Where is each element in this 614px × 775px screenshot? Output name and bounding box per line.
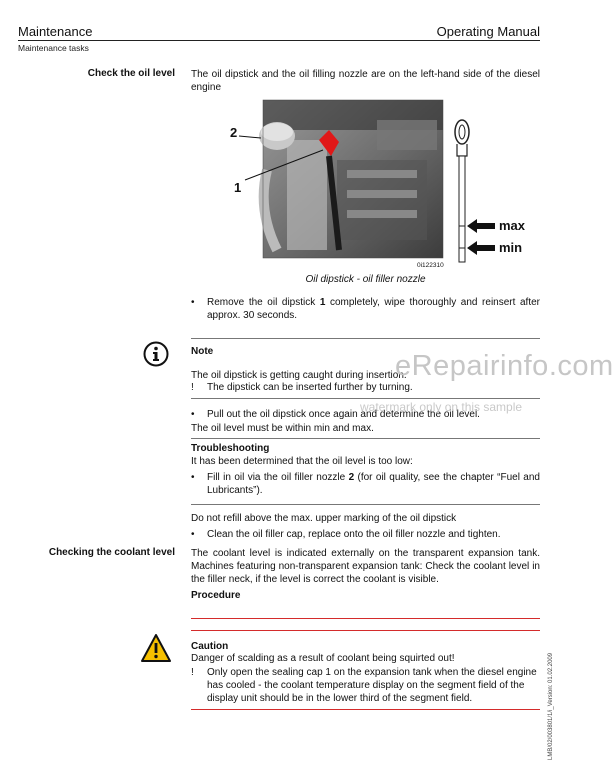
bullet-remove-dipstick-ref: 1: [319, 297, 326, 308]
oil-intro-text: The oil dipstick and the oil filling nozzle are on the left-hand side of the diesel engine: [191, 69, 540, 93]
header-divider: [18, 40, 540, 41]
info-icon: [143, 341, 169, 367]
bullet-remove-dipstick-text-pre: Remove the oil dipstick: [207, 297, 320, 308]
do-not-refill-text: Do not refill above the max. upper marking of the oil dipstick: [191, 513, 457, 524]
note-text: The oil dipstick is getting caught during insertion.: [191, 370, 407, 381]
watermark-main: eRepairinfo.com: [395, 350, 614, 382]
caution-exclamation: !: [191, 667, 194, 678]
troubleshooting-top-rule: [191, 438, 540, 439]
caution-title: Caution: [191, 641, 229, 652]
margin-version-code: LMB/02/003801/1/i_Version: 01.02.2009: [548, 652, 554, 760]
caution-hint: Only open the sealing cap 1 on the expansion tank when the diesel engine has cooled - the coolant temperature display on the segment field of the display unit should be in the lower third of the segment field.: [207, 667, 537, 704]
bullet-fill-in-oil-ref: 2: [348, 472, 355, 483]
engine-photo-illustration: [227, 100, 537, 280]
bullet-remove-dipstick: [191, 296, 540, 322]
bullet-remove-dipstick-text: [207, 296, 540, 322]
oil-section-heading: Check the oil level: [87, 68, 175, 79]
caution-second-rule: [191, 630, 540, 631]
warning-triangle-icon: [140, 633, 172, 663]
figure-image-code: 0i122310: [417, 262, 444, 269]
bullet-remove-dipstick-text-post: completely, wipe thoroughly and reinsert after approx. 30 seconds.: [207, 297, 540, 321]
note-hint: The dipstick can be inserted further by turning.: [207, 382, 413, 393]
note-bottom-rule: [191, 398, 540, 399]
header-section-title: Maintenance: [18, 24, 93, 39]
coolant-text: The coolant level is indicated externally on the transparent expansion tank. Machines featuring non-transparent expansion tank: Check the coolant level in the filler neck, if the level is correct the coolant is visible.: [191, 548, 540, 585]
bullet-fill-in-oil-text: [207, 471, 540, 497]
figure-label-min: min: [499, 240, 523, 255]
troubleshooting-bottom-rule: [191, 504, 540, 505]
watermark-sub: watermark only on this sample: [360, 400, 523, 414]
note-exclamation: !: [191, 382, 194, 393]
oil-level-text: The oil level must be within min and max.: [191, 423, 374, 434]
coolant-section-heading: Checking the coolant level: [48, 547, 175, 558]
bullet-fill-in-oil: [191, 471, 540, 497]
troubleshooting-text: It has been determined that the oil level is too low:: [191, 456, 413, 467]
bullet-fill-in-oil-text-pre: Fill in oil via the oil filler nozzle: [207, 472, 349, 483]
bullet-dot: •: [191, 472, 195, 483]
caution-bottom-rule: [191, 709, 540, 710]
bullet-fill-in-oil-text-post: (for oil quality, see the chapter “Fuel and Lubricants”).: [207, 472, 540, 496]
bullet-dot: •: [191, 409, 195, 420]
troubleshooting-title: Troubleshooting: [191, 443, 270, 454]
header-manual-title: Operating Manual: [436, 24, 540, 39]
caution-top-rule: [191, 618, 540, 619]
caution-text: Danger of scalding as a result of coolant being squirted out!: [191, 653, 455, 664]
note-title: Note: [191, 346, 214, 357]
oil-dipstick-figure: [227, 100, 537, 280]
bullet-dot: •: [191, 529, 195, 540]
figure-caption: Oil dipstick - oil filler nozzle: [305, 274, 426, 285]
bullet-pull-out-dipstick-text: Pull out the oil dipstick once again and determine the oil level.: [207, 409, 480, 420]
procedure-title: Procedure: [191, 590, 241, 601]
note-top-rule: [191, 338, 540, 339]
bullet-clean-filler-cap-text: Clean the oil filler cap, replace onto the oil filler nozzle and tighten.: [207, 529, 501, 540]
header-subtitle: Maintenance tasks: [18, 43, 89, 53]
figure-label-max: max: [499, 218, 526, 233]
bullet-clean-filler-cap: [191, 528, 540, 541]
bullet-dot: •: [191, 297, 195, 308]
figure-callout-1: 1: [234, 180, 242, 195]
figure-callout-2: 2: [230, 125, 238, 140]
